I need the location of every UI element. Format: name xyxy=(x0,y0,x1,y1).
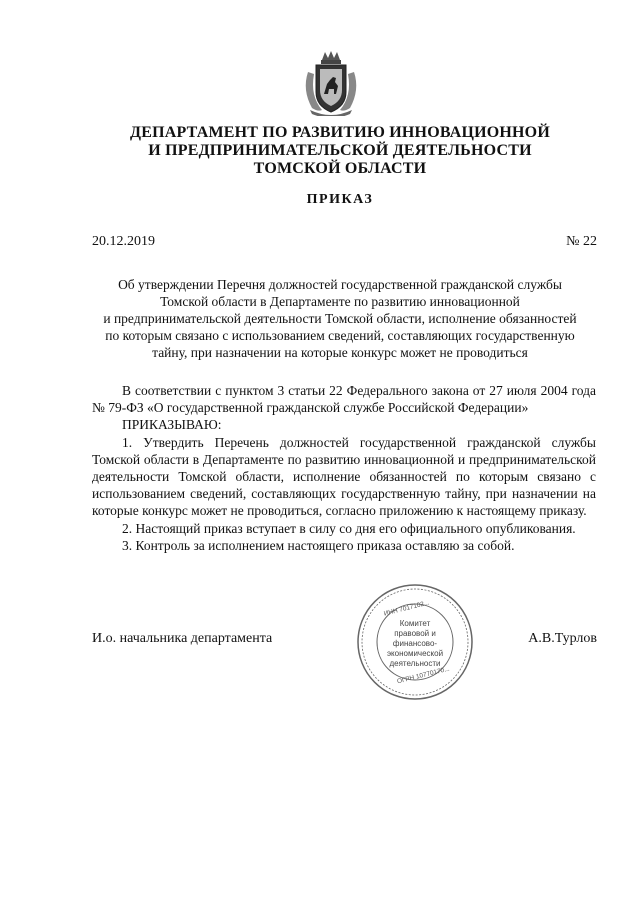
header-line-1: ДЕПАРТАМЕНТ ПО РАЗВИТИЮ ИННОВАЦИОННОЙ xyxy=(130,124,550,141)
subject-line-2: Томской области в Департаменте по развитию инновационной xyxy=(160,294,520,309)
stamp-line-3: финансово- xyxy=(392,639,438,648)
stamp-line-2: правовой и xyxy=(394,629,436,638)
order-item-1: 1. Утвердить Перечень должностей государственной гражданской службы Томской области в Департаменте по развитию инновационной и предпринимательской деятельности Томской области, исполнение обязанностей по которым связано с использованием сведений, составляющих государственную тайну, при назначении на которые конкурс может не проводиться, согласно приложению к настоящему приказу. xyxy=(92,434,596,519)
order-body xyxy=(92,382,596,554)
official-stamp xyxy=(355,582,475,702)
order-item-2: 2. Настоящий приказ вступает в силу со дня его официального опубликования. xyxy=(122,520,576,536)
subject-line-5: тайну, при назначении на которые конкурс может не проводиться xyxy=(152,345,528,360)
header-line-3: ТОМСКОЙ ОБЛАСТИ xyxy=(253,160,427,177)
stamp-inn: ИНН 7017102... xyxy=(383,599,431,618)
stamp-line-1: Комитет xyxy=(399,619,431,628)
subject-line-1: Об утверждении Перечня должностей государственной гражданской службы xyxy=(118,277,562,292)
order-word: ПРИКАЗЫВАЮ: xyxy=(122,417,222,433)
order-title: ПРИКАЗ xyxy=(306,192,374,207)
header-line-2: И ПРЕДПРИНИМАТЕЛЬСКОЙ ДЕЯТЕЛЬНОСТИ xyxy=(148,142,532,159)
stamp-ogrn: ОГРН 10770170... xyxy=(396,665,451,686)
order-subject xyxy=(80,276,600,361)
stamp-line-5: деятельности xyxy=(389,659,441,668)
order-number: № 22 xyxy=(566,234,597,249)
signatory-name: А.В.Турлов xyxy=(528,631,597,646)
signatory-role: И.о. начальника департамента xyxy=(92,631,273,646)
department-header xyxy=(60,124,620,178)
subject-line-3: и предпринимательской деятельности Томской области, исполнение обязанностей xyxy=(103,311,577,326)
preamble-paragraph: В соответствии с пунктом 3 статьи 22 Федерального закона от 27 июля 2004 года № 79-ФЗ «О государственной гражданской службе Российской Федерации» xyxy=(92,383,596,416)
order-item-3: 3. Контроль за исполнением настоящего приказа оставляю за собой. xyxy=(122,537,515,553)
order-date: 20.12.2019 xyxy=(92,234,155,249)
stamp-line-4: экономической xyxy=(386,649,444,658)
coat-of-arms-icon xyxy=(300,50,362,116)
subject-line-4: по которым связано с использованием сведений, составляющих государственную xyxy=(105,328,575,343)
